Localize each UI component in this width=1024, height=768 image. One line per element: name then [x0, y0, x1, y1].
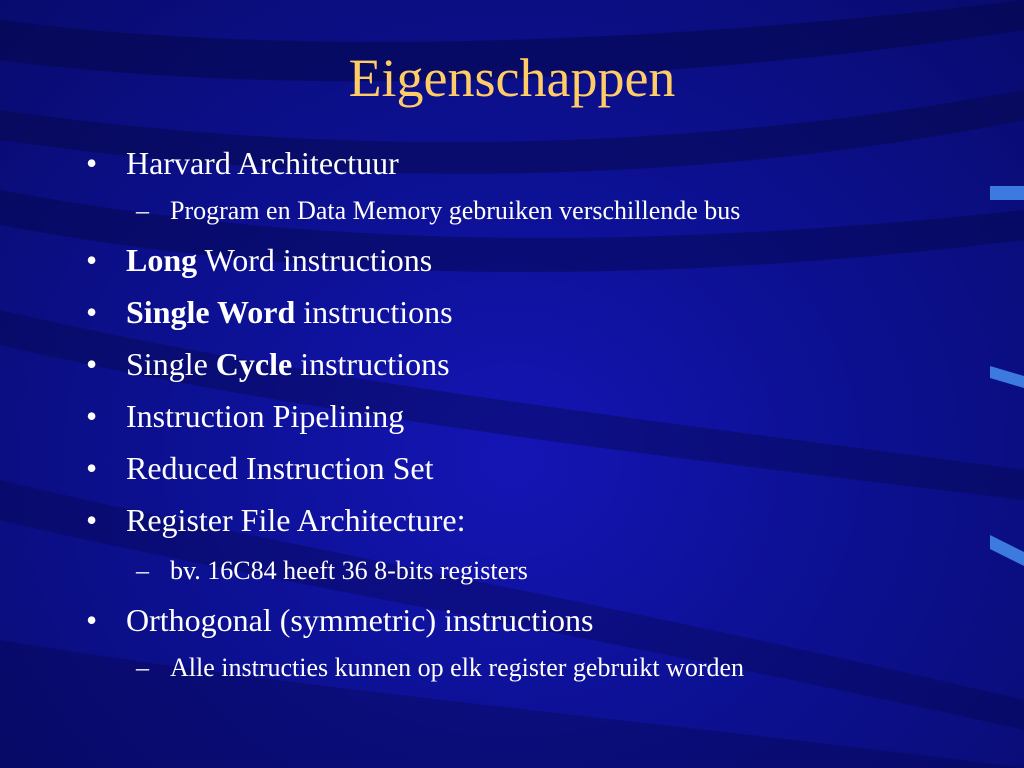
bullet-text: Cycle	[215, 346, 293, 382]
bullet-text: bv. 16C84 heeft 36 8-bits registers	[170, 556, 528, 585]
bullet-marker: •	[86, 242, 98, 278]
sub-bullet-marker: –	[136, 556, 149, 585]
bullet-marker: •	[86, 346, 98, 382]
bullet-text: Long	[126, 242, 198, 278]
bullet-text: Register File Architecture:	[126, 502, 466, 538]
bullet-text: Harvard Architectuur	[126, 145, 399, 181]
bullet-marker: •	[86, 294, 98, 330]
bullet-text: Word instructions	[197, 242, 433, 278]
bullet-text: Instruction Pipelining	[126, 398, 405, 434]
sub-bullet-marker: –	[136, 653, 149, 682]
bullet-item	[86, 500, 465, 540]
bullet-text: instructions	[295, 294, 453, 330]
bullet-item	[86, 240, 432, 280]
bullet-text: Single Word	[126, 294, 296, 330]
bullet-marker: •	[86, 502, 98, 538]
bullet-item	[86, 396, 404, 436]
bullet-text: Alle instructies kunnen op elk register gebruikt worden	[170, 653, 745, 682]
sub-bullet-marker: –	[136, 196, 149, 225]
bullet-item	[86, 600, 593, 640]
bullet-marker: •	[86, 450, 98, 486]
sub-bullet-item	[136, 652, 744, 684]
bullet-text: Program en Data Memory gebruiken verschillende bus	[170, 196, 741, 225]
bullet-text: Orthogonal (symmetric) instructions	[126, 602, 594, 638]
bullet-item	[86, 292, 453, 332]
bullet-marker: •	[86, 145, 98, 181]
bullet-item	[86, 344, 450, 384]
slide-title: Eigenschappen	[348, 48, 676, 108]
sub-bullet-item	[136, 555, 528, 587]
sub-bullet-item	[136, 195, 740, 227]
bullet-text: Single	[126, 346, 216, 382]
bullet-marker: •	[86, 602, 98, 638]
bullet-item	[86, 143, 399, 183]
bullet-text: Reduced Instruction Set	[126, 450, 434, 486]
bullet-marker: •	[86, 398, 98, 434]
bullet-text: instructions	[292, 346, 450, 382]
bullet-item	[86, 448, 433, 488]
